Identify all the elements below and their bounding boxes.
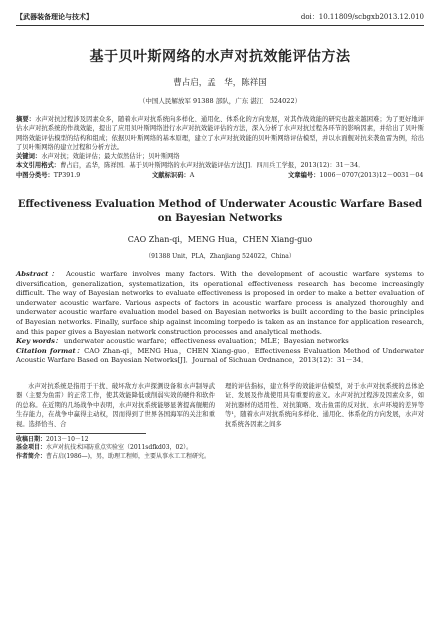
citation-cn [16,161,424,170]
abstract-cn-text: 水声对抗过程涉及因素众多，随着水声对抗系统向多样化、通用化、体系化的方向发展，对其作战效能的研究也越来越困难；为了更好地评估水声对抗系统的作战效能，提出了应用贝叶斯网络进行水声对抗效能评估的方法，深入分析了水声对抗过程各环节的影响因素，并给出了贝叶斯网络效能评估模型的结构和组成；依据贝叶斯网络的基本原理，建立了水声对抗效能的贝叶斯网络评估模型，并以水面舰对抗来袭鱼雷为例，给出了贝叶斯网络的建立过程和分析方法。 [16,116,425,151]
keywords-en-label: Key words： [16,337,62,346]
clc-number [16,171,152,180]
doc-code-value: A [189,171,195,179]
received-value: 2013－10－12 [46,435,89,443]
abstract-cn [16,115,424,152]
classification-row [16,171,424,180]
authors-en: CAO Zhan-qi，MENG Hua，CHEN Xiang-guo [127,235,313,245]
bio-label: 作者简介： [16,452,47,460]
keywords-cn-label: 关键词： [16,153,42,161]
clc-value: TP391.9 [53,171,81,179]
citation-en-label: Citation format： [16,346,85,355]
received-label: 收稿日期： [16,435,47,443]
section-label: 【武器装备理论与技术】 [16,13,93,21]
doc-code-label: 文献标识码： [152,171,190,179]
doi[interactable]: doi：10.11809/scbgxb2013.12.010 [300,13,424,21]
fund-value: 水声对抗技术国防重点实验室（2011sdfkd03，02）。 [46,444,193,452]
article-number [288,171,424,180]
keywords-en-text: underwater acoustic warfare；effectiveness evaluation；MLE；Bayesian networks [63,337,349,346]
abstract-en-label: Abstract： [16,270,61,279]
abstract-cn-block [16,115,424,180]
body-text [16,382,424,462]
citation-en-text: CAO Zhan-qi，MENG Hua，CHEN Xiang-guo．Effectiveness Evaluation Method of Underwater Acoustic Warfare Based on Bayesian Networks[J]．Journal of Sichuan Ordnance，2013(12)：31－34． [16,346,424,365]
footnotes [16,436,215,462]
clc-label: 中图分类号： [16,171,54,179]
paper-title-cn: 基于贝叶斯网络的水声对抗效能评估方法 [89,49,351,65]
bio-value: 曹占启(1986—)，男，助理工程师，主要从事水工工程研究。 [46,452,210,460]
paper-page [16,12,424,612]
citation-cn-label: 本文引用格式： [16,162,61,170]
body-column-right [225,382,424,462]
authors-cn: 曹占启，孟 华，陈祥国 [173,78,267,88]
citation-en [16,347,424,366]
fund-label: 基金项目： [16,444,47,452]
citation-cn-text: 曹占启，孟华，陈祥国．基于贝叶斯网络的水声对抗效能评估方法[J]．四川兵工学报，2013(12)：31－34． [60,162,365,170]
footnote-rule [16,433,146,434]
author-bio [16,453,215,462]
article-no-value: 1006－0707(2013)12－0031－04 [319,171,424,179]
paper-title-en: Effectiveness Evaluation Method of Underwater Acoustic Warfare Based on Bayesian Networks [17,199,423,225]
article-no-label: 文章编号： [288,171,320,179]
abstract-en [16,270,424,337]
fund-project [16,444,215,453]
body-paragraph: 理的评估指标，建立科学的效能评估模型，对于水声对抗系统的总体论证、发展及作战使用具有重要的意义。水声对抗过程涉及因素众多，如对抗器材的适用性、对抗策略、攻击鱼雷的反对抗、水声环境的差异等等¹，随着水声对抗系统向多样化、通用化、体系化的方向发展，水声对抗系统各因素之间多 [225,383,424,428]
keywords-cn-text: 水声对抗；效能评估；最大似然估计；贝叶斯网络 [41,153,180,161]
header-rule [16,25,424,26]
body-paragraph: 水声对抗系统是指用于干扰、破坏敌方水声探测设备和水声制导武器（主要为鱼雷）的正常工作，使其效能降低或削弱实效的硬件和软件的总称。在近期的几场战争中表明，水声对抗系统能够显著提高舰艇的生存能力，在战争中赢得主动权，因而得到了世界各国海军的关注和重视。选择恰当、合 [16,383,215,428]
affiliation-cn: （中国人民解放军 91388 部队，广东 湛江 524022） [138,97,302,105]
keywords-cn [16,152,424,161]
abstract-en-block [16,270,424,366]
running-header [16,12,424,22]
affiliation-en: （91388 Unit，PLA，Zhanjiang 524022，China） [145,253,295,261]
body-column-left [16,382,215,462]
abstract-cn-label: 摘要： [16,116,36,123]
keywords-en [16,337,424,347]
doc-code [152,171,288,180]
abstract-en-text: Acoustic warfare involves many factors. With the development of acoustic warfare systems to diversification, generalization, systematization, its operational effectiveness research has become increasingly difficult. The way of Bayesian networks to evaluate effectiveness is proposed in order to make a better evaluation of underwater acoustic warfare. Various aspects of factors in acoustic warfare process is analyzed thoroughly and underwater acoustic warfare evaluation model based on Bayesian networks is built according to the basic principles of Bayesian networks. Finally, surface ship against incoming torpedo is taken as an instance for application research, and this paper gives a Bayesian network construction processes and analytical methods. [16,270,424,336]
